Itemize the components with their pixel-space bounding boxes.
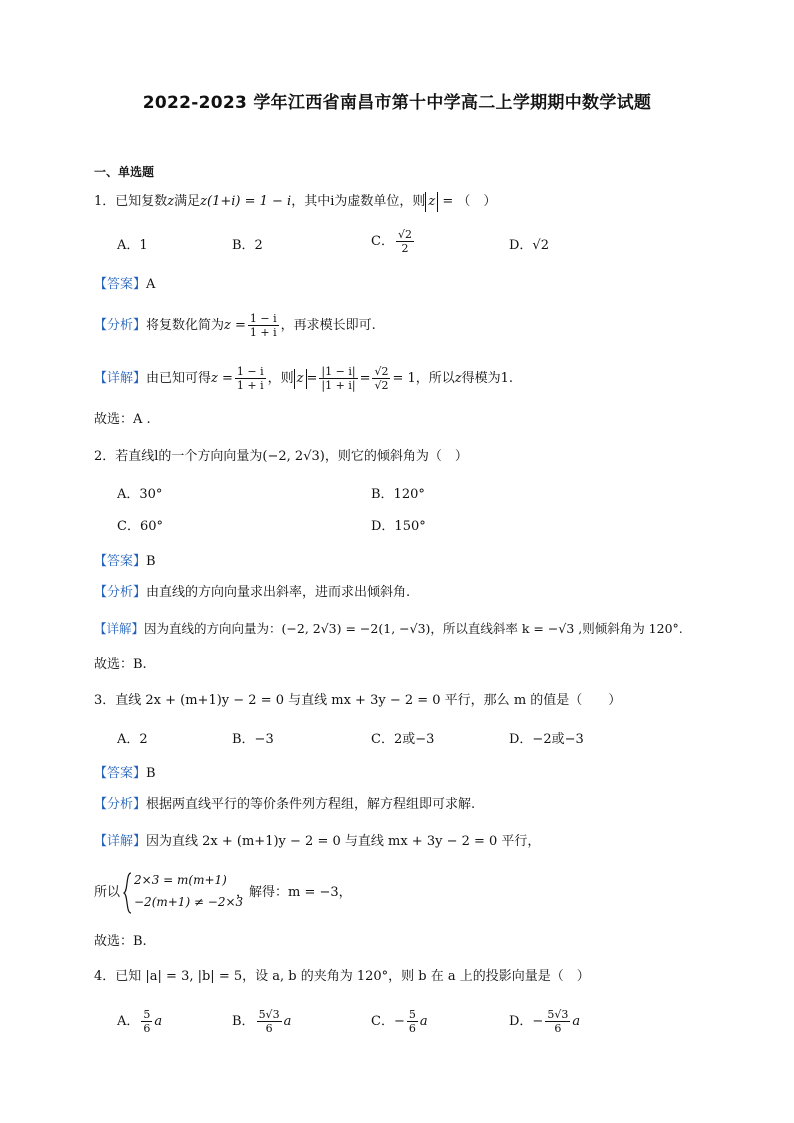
q3-system-brace — [123, 872, 133, 914]
q1-option-d: D．√2 — [509, 238, 549, 253]
q4-option-a-vector: a — [154, 1014, 163, 1029]
q3-answer — [94, 764, 156, 784]
analysis-label: 【分析】 — [94, 797, 147, 812]
q2-detail — [94, 619, 683, 639]
q1-detail-numerator-2: |1 − i| — [321, 365, 356, 378]
q4-option-a-prefix: A． — [117, 1014, 140, 1029]
q1-stem-modulus: z — [425, 192, 438, 212]
q1-option-c-prefix: C． — [371, 234, 394, 249]
detail-label: 【详解】 — [94, 834, 147, 849]
q1-analysis-fraction — [248, 312, 279, 339]
page-title: 2022-2023 学年江西省南昌市第十中学高二上学期期中数学试题 — [142, 93, 652, 113]
q1-detail-numerator-3: √2 — [374, 365, 389, 378]
q1-answer-value: A — [146, 277, 156, 292]
q2-option-a: A．30° — [117, 487, 163, 502]
q3-option-a: A．2 — [117, 732, 148, 747]
q1-stem-d: = （ ） — [438, 194, 497, 209]
section-heading: 一、单选题 — [94, 165, 155, 179]
q4-option-c-numerator: 5 — [408, 1008, 416, 1021]
q1-detail-text-c: = 1，所以 — [392, 371, 455, 386]
question-2-stem: 2．若直线l的一个方向向量为(−2, 2√3)，则它的倾斜角为（ ） — [94, 449, 468, 464]
question-4-stem: 4．已知 |a| = 3, |b| = 5，设 a, b 的夹角为 120°，则 b 在 a 上的投影向量是（ ） — [94, 969, 590, 984]
q3-system-suffix: ，解得：m = −3， — [236, 885, 352, 900]
q1-stem-z: z — [167, 194, 175, 209]
q3-analysis — [94, 795, 475, 815]
q2-option-d: D．150° — [371, 519, 426, 534]
q1-option-a: A．1 — [117, 238, 148, 253]
q2-analysis-text: 由直线的方向向量求出斜率，进而求出倾斜角. — [146, 585, 411, 600]
q1-detail-denominator-3: √2 — [374, 379, 389, 392]
q1-detail-fraction-3 — [372, 365, 390, 392]
q3-answer-value: B — [146, 766, 156, 781]
q3-detail — [94, 832, 540, 852]
q4-option-d-numerator: 5√3 — [547, 1008, 569, 1021]
q4-option-b-denominator: 6 — [265, 1022, 273, 1035]
analysis-label: 【分析】 — [94, 318, 147, 333]
q4-option-c — [371, 1008, 428, 1035]
q4-option-b-prefix: B． — [232, 1014, 255, 1029]
q2-conclusion: 故选：B. — [94, 657, 147, 672]
q1-detail-z: z — [454, 371, 462, 386]
q1-conclusion: 故选：A . — [94, 412, 151, 427]
q1-stem-c: ，其中i为虚数单位，则 — [291, 194, 426, 209]
q2-answer-value: B — [146, 554, 156, 569]
q4-option-c-vector: a — [419, 1014, 428, 1029]
q2-analysis — [94, 583, 410, 603]
q1-detail-equals-1: = — [306, 371, 318, 386]
analysis-label: 【分析】 — [94, 585, 147, 600]
q1-stem-a: 1．已知复数 — [94, 194, 168, 209]
q3-option-c: C．2或−3 — [371, 732, 435, 747]
q1-analysis-numerator: 1 − i — [249, 312, 277, 325]
q2-answer — [94, 552, 156, 572]
q4-option-d — [509, 1008, 580, 1035]
q1-option-c-numerator: √2 — [397, 228, 412, 241]
q1-detail-denominator-1: 1 + i — [236, 379, 264, 392]
q3-detail-text: 因为直线 2x + (m+1)y − 2 = 0 与直线 mx + 3y − 2 = 0 平行， — [146, 834, 541, 849]
answer-label: 【答案】 — [94, 766, 147, 781]
q3-analysis-text: 根据两直线平行的等价条件列方程组，解方程组即可求解. — [146, 797, 476, 812]
q1-detail-text-b: ，则 — [267, 371, 294, 386]
detail-label: 【详解】 — [94, 371, 147, 386]
question-3-stem: 3．直线 2x + (m+1)y − 2 = 0 与直线 mx + 3y − 2 = 0 平行，那么 m 的值是（ ） — [94, 693, 622, 708]
q4-option-c-denominator: 6 — [408, 1022, 416, 1035]
q4-option-b-numerator: 5√3 — [258, 1008, 280, 1021]
q1-stem-equation: z(1+i) = 1 − i — [200, 194, 292, 209]
q3-option-b: B．−3 — [232, 732, 274, 747]
q3-system-prefix: 所以 — [94, 885, 121, 900]
question-1-stem — [94, 192, 496, 212]
q1-stem-b: 满足 — [174, 194, 201, 209]
q3-conclusion: 故选：B. — [94, 934, 147, 949]
q2-option-c: C．60° — [117, 519, 163, 534]
q1-option-c — [371, 228, 416, 255]
q1-detail — [94, 365, 513, 392]
q1-detail-fraction-2 — [319, 365, 357, 392]
q1-option-c-denominator: 2 — [401, 242, 409, 255]
q3-system-line-1: 2×3 = m(m+1) — [134, 873, 227, 887]
q1-analysis-text-b: ，再求模长即可. — [280, 318, 376, 333]
answer-label: 【答案】 — [94, 554, 147, 569]
q1-analysis-lhs: z = — [224, 318, 246, 333]
q4-option-a-denominator: 6 — [143, 1022, 151, 1035]
q4-option-b — [232, 1008, 291, 1035]
q1-detail-text-a: 由已知可得 — [146, 371, 212, 386]
q1-analysis-text-a: 将复数化简为 — [146, 318, 225, 333]
q4-option-d-fraction — [545, 1008, 570, 1035]
q1-detail-equals-2: = — [359, 371, 371, 386]
q4-option-c-prefix: C．− — [371, 1014, 405, 1029]
q2-detail-text: 因为直线的方向向量为：(−2, 2√3) = −2(1, −√3)，所以直线斜率 k = −√3 ,则倾斜角为 120°. — [144, 621, 683, 636]
q1-answer — [94, 275, 155, 295]
q1-analysis-denominator: 1 + i — [249, 326, 277, 339]
q1-detail-lhs: z = — [211, 371, 233, 386]
q1-detail-modulus: z — [294, 369, 307, 389]
q4-option-d-prefix: D．− — [509, 1014, 544, 1029]
q1-detail-denominator-2: |1 + i| — [321, 379, 356, 392]
q1-detail-fraction-1 — [235, 365, 266, 392]
q3-option-d: D．−2或−3 — [509, 732, 584, 747]
q4-option-a-fraction — [141, 1008, 152, 1035]
q4-option-c-fraction — [407, 1008, 418, 1035]
q4-option-d-vector: a — [572, 1014, 581, 1029]
q4-option-a-numerator: 5 — [143, 1008, 151, 1021]
q2-option-b: B．120° — [371, 487, 425, 502]
q1-option-b: B．2 — [232, 238, 263, 253]
q1-option-c-fraction — [396, 228, 414, 255]
q1-detail-text-d: 得模为1. — [461, 371, 514, 386]
q1-analysis — [94, 312, 376, 339]
answer-label: 【答案】 — [94, 277, 147, 292]
q3-system-line-2: −2(m+1) ≠ −2×3 — [134, 895, 244, 909]
q4-option-b-vector: a — [283, 1014, 292, 1029]
q4-option-a — [117, 1008, 162, 1035]
q4-option-b-fraction — [257, 1008, 282, 1035]
q4-option-d-denominator: 6 — [554, 1022, 562, 1035]
q1-detail-numerator-1: 1 − i — [236, 365, 264, 378]
detail-label: 【详解】 — [94, 621, 145, 636]
